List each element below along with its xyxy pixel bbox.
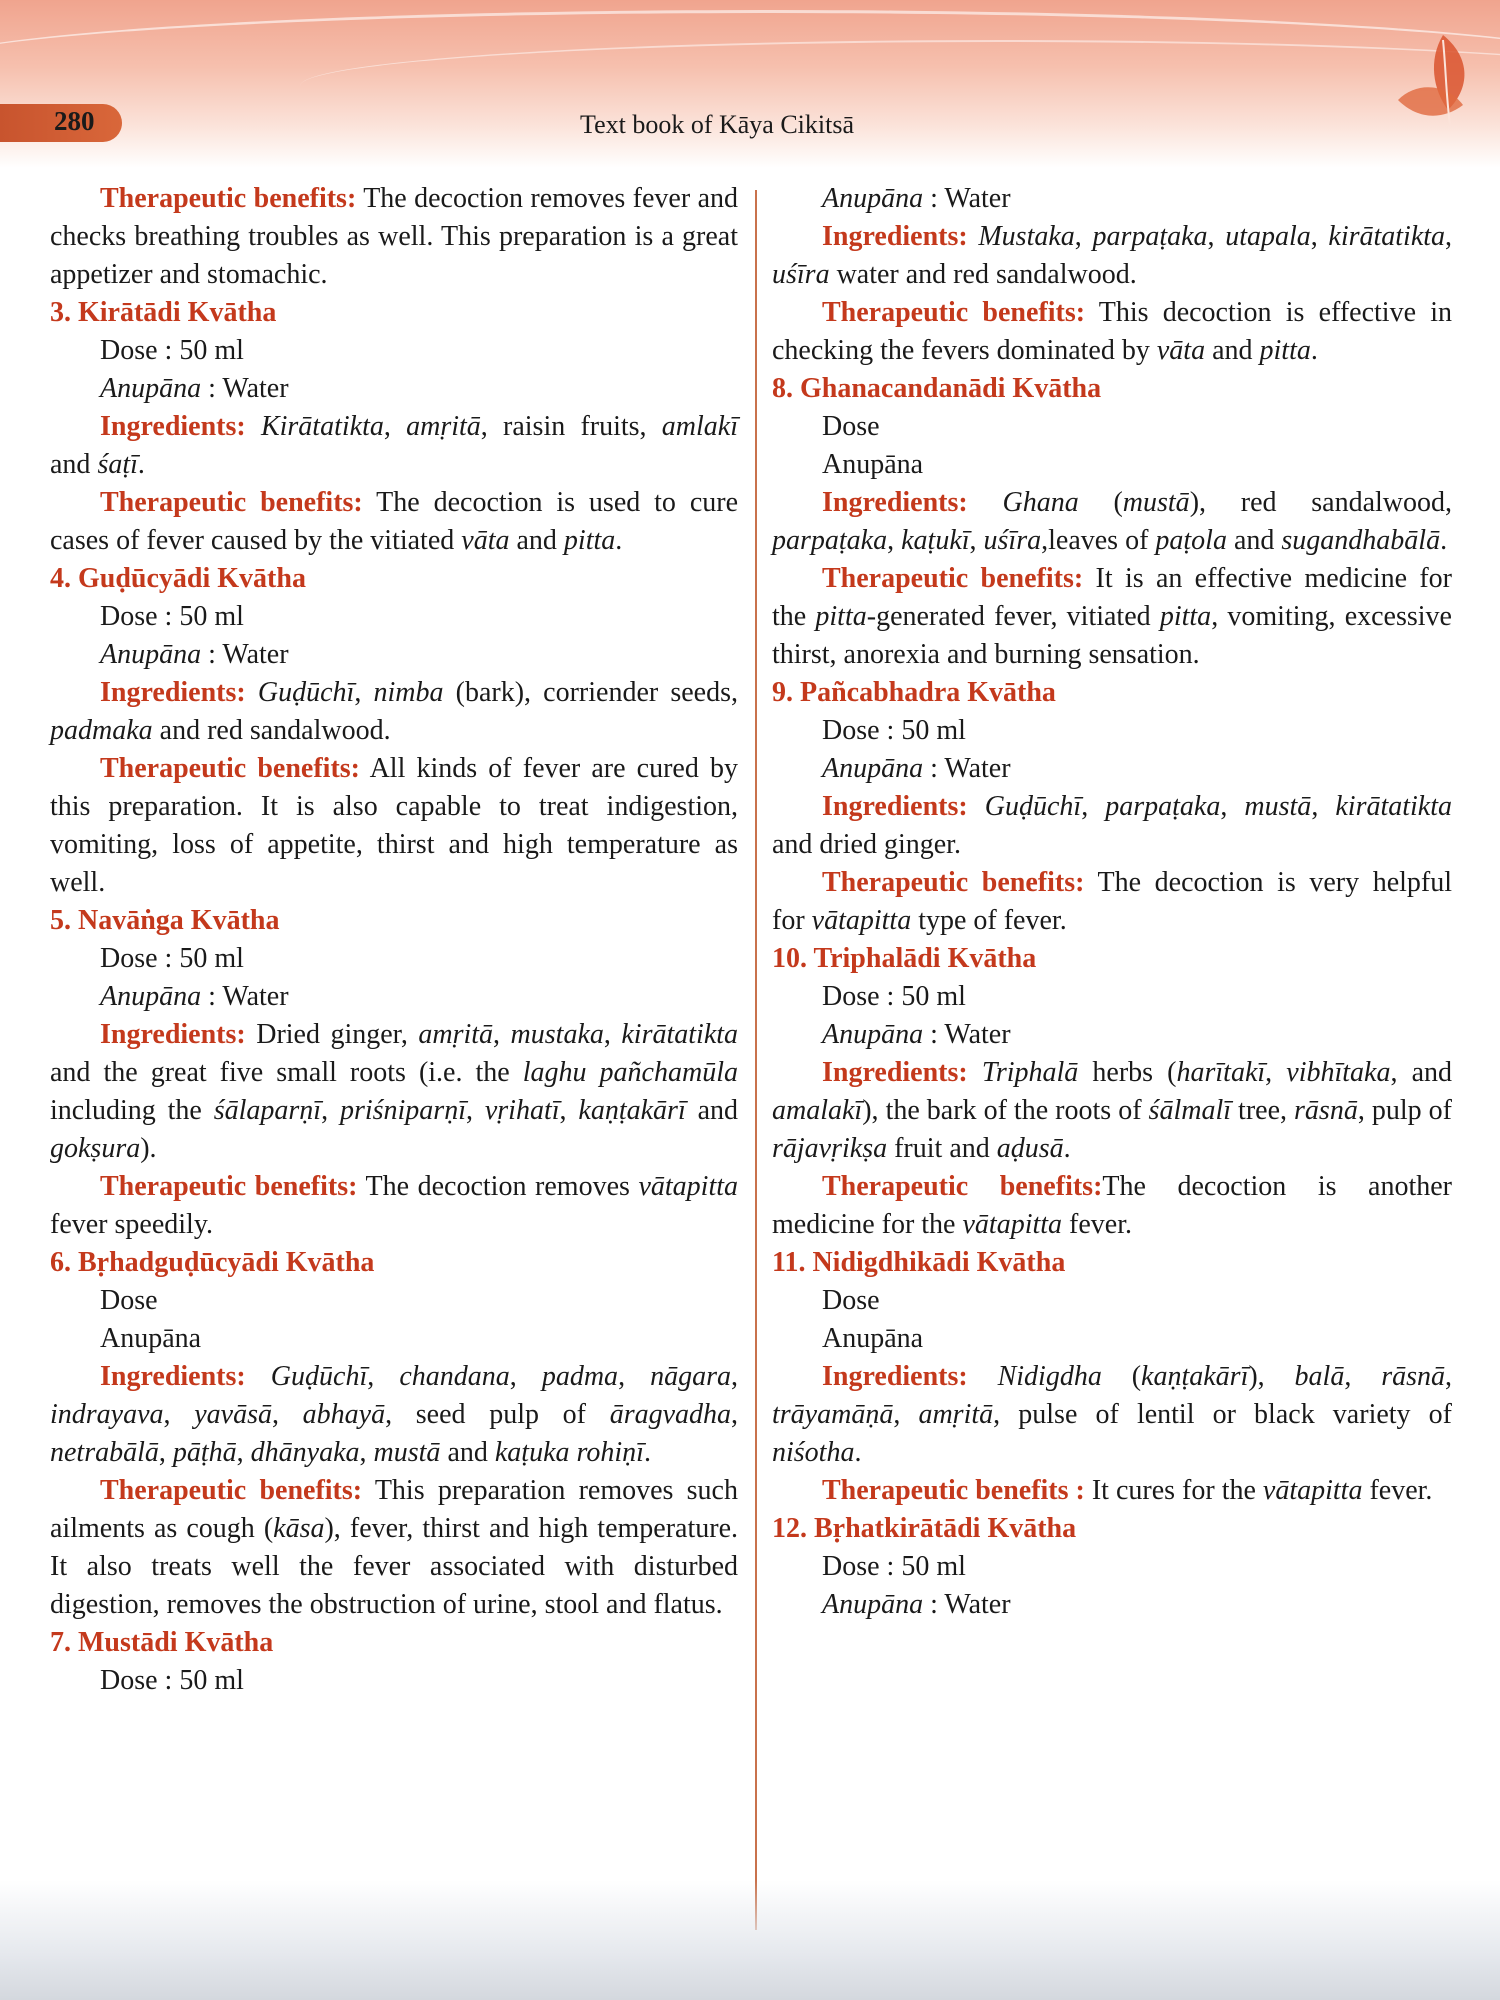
benefits-paragraph (50, 1168, 738, 1244)
benefits-text: It is an effective medicine for the pitta-generated fever, vitiated pitta, vomiting, excessive thirst, anorexia and burning sensation. (772, 563, 1453, 670)
anupana-line (50, 636, 738, 674)
ingredients-text: Dried ginger, amṛitā, mustaka, kirātatikta and the great five small roots (i.e. the laghu pañchamūla including the śālaparṇī, priśniparṇī, vṛihatī, kaṇṭakārī and gokṣura). (50, 1019, 739, 1164)
ingredients-paragraph (50, 408, 738, 484)
anupana-label: Anupāna (100, 639, 202, 670)
anupana-label: Anupāna (822, 183, 924, 214)
benefits-paragraph (772, 864, 1452, 940)
benefits-paragraph (50, 1472, 738, 1624)
dose-line: Dose : 50 ml (100, 943, 244, 974)
anupana-line: Anupāna (100, 1323, 202, 1354)
section-heading: 8. Ghanacandanādi Kvātha (772, 373, 1102, 404)
anupana-value: : Water (923, 1019, 1011, 1050)
benefits-text: The decoction is used to cure cases of fever caused by the vitiated vāta and pitta. (50, 487, 739, 556)
section-heading: 3. Kirātādi Kvātha (50, 297, 277, 328)
benefits-label: Therapeutic benefits: (100, 183, 357, 214)
anupana-line (772, 750, 1452, 788)
benefits-label: Therapeutic benefits: (822, 867, 1085, 898)
dose-line: Dose : 50 ml (100, 601, 244, 632)
ingredients-label: Ingredients: (100, 1361, 246, 1392)
dose-line: Dose : 50 ml (822, 981, 966, 1012)
dose-line: Dose (822, 411, 880, 442)
section-heading: 4. Guḍūcyādi Kvātha (50, 563, 306, 594)
ingredients-text: Mustaka, parpaṭaka, utapala, kirātatikta, uśīra water and red sandalwood. (772, 221, 1453, 290)
benefits-paragraph (772, 294, 1452, 370)
ingredients-label: Ingredients: (100, 1019, 246, 1050)
benefits-paragraph (772, 1472, 1452, 1510)
benefits-text: This decoction is effective in checking the fevers dominated by vāta and pitta. (772, 297, 1452, 366)
anupana-value: : Water (923, 753, 1011, 784)
ingredients-text: Ghana (mustā), red sandalwood, parpaṭaka, kaṭukī, uśīra,leaves of paṭola and sugandhabālā. (772, 487, 1453, 556)
benefits-paragraph (50, 484, 738, 560)
dose-line: Dose (822, 1285, 880, 1316)
benefits-text: The decoction removes vātapitta fever speedily. (50, 1171, 739, 1240)
benefits-label: Therapeutic benefits: (822, 1171, 1103, 1202)
anupana-label: Anupāna (822, 1019, 924, 1050)
dose-line: Dose : 50 ml (100, 1665, 244, 1696)
ingredients-text: Guḍūchī, chandana, padma, nāgara, indrayava, yavāsā, abhayā, seed pulp of āragvadha, netrabālā, pāṭhā, dhānyaka, mustā and kaṭuka rohiṇī. (50, 1361, 739, 1468)
ingredients-text: Triphalā herbs (harītakī, vibhītaka, and amalakī), the bark of the roots of śālmalī tree, rāsnā, pulp of rājavṛikṣa fruit and aḍusā. (772, 1057, 1453, 1164)
footer-band (0, 1880, 1500, 2000)
benefits-label: Therapeutic benefits: (822, 563, 1084, 594)
anupana-label: Anupāna (822, 1589, 924, 1620)
ingredients-paragraph (772, 1358, 1452, 1472)
anupana-value: : Water (201, 639, 289, 670)
ingredients-label: Ingredients: (100, 411, 246, 442)
anupana-value: : Water (923, 1589, 1011, 1620)
ingredients-text: Kirātatikta, amṛitā, raisin fruits, amlakī and śaṭī. (50, 411, 739, 480)
section-heading: 9. Pañcabhadra Kvātha (772, 677, 1056, 708)
section-heading: 10. Triphalādi Kvātha (772, 943, 1037, 974)
ingredients-label: Ingredients: (822, 791, 968, 822)
ingredients-paragraph (772, 788, 1452, 864)
ingredients-label: Ingredients: (822, 487, 968, 518)
ingredients-paragraph (50, 674, 738, 750)
anupana-line: Anupāna (822, 449, 924, 480)
ingredients-label: Ingredients: (822, 1057, 968, 1088)
anupana-line (50, 978, 738, 1016)
anupana-value: : Water (923, 183, 1011, 214)
benefits-text: The decoction removes fever and checks breathing troubles as well. This preparation is a great appetizer and stomachic. (50, 183, 738, 290)
benefits-text: It cures for the vātapitta fever. (1091, 1475, 1433, 1506)
section-heading: 12. Bṛhatkirātādi Kvātha (772, 1513, 1077, 1544)
benefits-label: Therapeutic benefits: (100, 1475, 363, 1506)
anupana-label: Anupāna (822, 753, 924, 784)
section-heading: 11. Nidigdhikādi Kvātha (772, 1247, 1066, 1278)
column-divider (755, 190, 757, 1930)
leaf-icon (1388, 30, 1478, 130)
anupana-line: Anupāna (822, 1323, 924, 1354)
section-heading: 7. Mustādi Kvātha (50, 1627, 274, 1658)
benefits-label: Therapeutic benefits : (822, 1475, 1085, 1506)
dose-line: Dose (100, 1285, 158, 1316)
ingredients-text: Guḍūchī, parpaṭaka, mustā, kirātatikta and dried ginger. (772, 791, 1453, 860)
benefits-text: All kinds of fever are cured by this preparation. It is also capable to treat indigestion, vomiting, loss of appetite, thirst and high temperature as well. (50, 753, 738, 898)
benefits-label: Therapeutic benefits: (100, 487, 363, 518)
section-heading: 5. Navāṅga Kvātha (50, 905, 280, 936)
dose-line: Dose : 50 ml (822, 1551, 966, 1582)
dose-line: Dose : 50 ml (100, 335, 244, 366)
paragraph (50, 180, 738, 294)
ingredients-paragraph (772, 218, 1452, 294)
benefits-text: The decoction is another medicine for the vātapitta fever. (772, 1171, 1452, 1240)
benefits-text: This preparation removes such ailments as cough (kāsa), fever, thirst and high temperature. It also treats well the fever associated with disturbed digestion, removes the obstruction of urine, stool and flatus. (50, 1475, 738, 1620)
anupana-line (50, 370, 738, 408)
benefits-paragraph (50, 750, 738, 902)
anupana-label: Anupāna (100, 981, 202, 1012)
anupana-line (772, 1586, 1452, 1624)
header-band (0, 0, 1500, 168)
benefits-paragraph (772, 560, 1452, 674)
section-heading: 6. Bṛhadguḍūcyādi Kvātha (50, 1247, 375, 1278)
benefits-label: Therapeutic benefits: (100, 1171, 358, 1202)
anupana-label: Anupāna (100, 373, 202, 404)
anupana-line (772, 180, 1452, 218)
anupana-value: : Water (201, 981, 289, 1012)
ingredients-paragraph (772, 484, 1452, 560)
benefits-paragraph (772, 1168, 1452, 1244)
benefits-label: Therapeutic benefits: (100, 753, 360, 784)
left-column (50, 180, 738, 1700)
ingredients-paragraph (772, 1054, 1452, 1168)
ingredients-text: Guḍūchī, nimba (bark), corriender seeds, padmaka and red sandalwood. (50, 677, 739, 746)
ingredients-label: Ingredients: (100, 677, 246, 708)
ingredients-label: Ingredients: (822, 1361, 968, 1392)
running-title: Text book of Kāya Cikitsā (580, 110, 855, 139)
dose-line: Dose : 50 ml (822, 715, 966, 746)
page-number: 280 (54, 106, 95, 136)
benefits-text: The decoction is very helpful for vātapitta type of fever. (772, 867, 1453, 936)
benefits-label: Therapeutic benefits: (822, 297, 1086, 328)
right-column (772, 180, 1452, 1624)
ingredients-paragraph (50, 1358, 738, 1472)
ingredients-text: Nidigdha (kaṇṭakārī), balā, rāsnā, trāyamāṇā, amṛitā, pulse of lentil or black variety of niśotha. (772, 1361, 1452, 1468)
anupana-value: : Water (201, 373, 289, 404)
ingredients-label: Ingredients: (822, 221, 968, 252)
anupana-line (772, 1016, 1452, 1054)
ingredients-paragraph (50, 1016, 738, 1168)
